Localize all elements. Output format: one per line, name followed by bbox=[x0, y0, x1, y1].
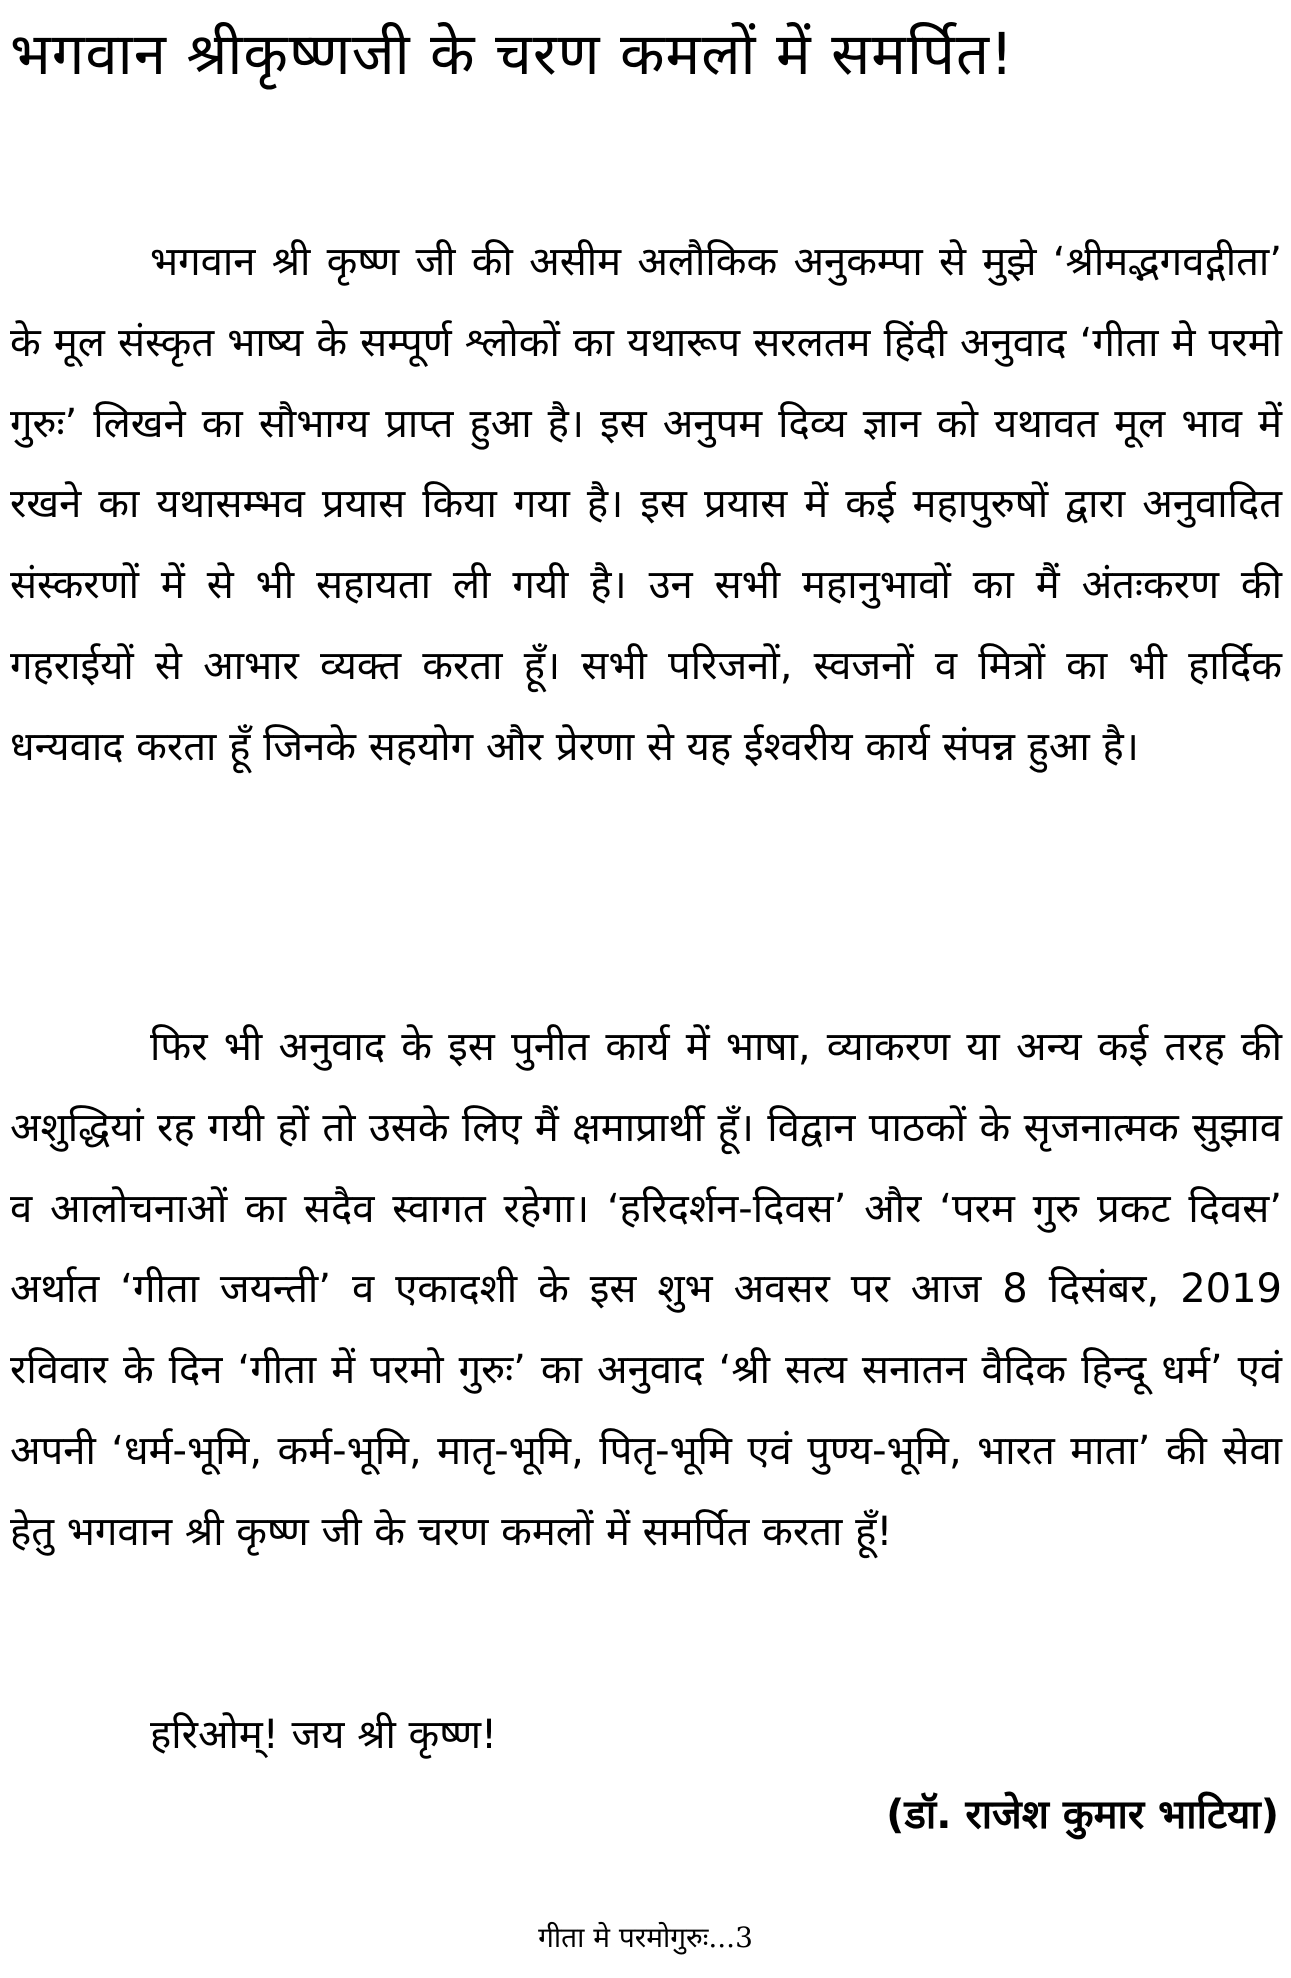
closing-salutation: हरिओम्! जय श्री कृष्ण! bbox=[150, 1712, 498, 1758]
page-footer: गीता मे परमोगुरुः...3 bbox=[538, 1921, 753, 1954]
page-title: भगवान श्रीकृष्णजी के चरण कमलों में समर्पित! bbox=[10, 20, 1015, 88]
author-signature: (डॉ. राजेश कुमार भाटिया) bbox=[886, 1792, 1279, 1838]
paragraph-dedication: भगवान श्री कृष्ण जी की असीम अलौकिक अनुकम्पा से मुझे ‘श्रीमद्भगवद्गीता’ के मूल संस्कृत भाष्य के सम्पूर्ण श्लोकों का यथारूप सरलतम हिंदी अनुवाद ‘गीता मे परमो गुरुः’ लिखने का सौभाग्य प्राप्त हुआ है। इस अनुपम दिव्य ज्ञान को यथावत मूल भाव में रखने का यथासम्भव प्रयास किया गया है। इस प्रयास में कई महापुरुषों द्वारा अनुवादित संस्करणों में से भी सहायता ली गयी है। उन सभी महानुभावों का मैं अंतःकरण की गहराईयों से आभार व्यक्त करता हूँ। सभी परिजनों, स्वजनों व मित्रों का भी हार्दिक धन्यवाद करता हूँ जिनके सहयोग और प्रेरणा से यह ईश्वरीय कार्य संपन्न हुआ है। bbox=[10, 239, 1282, 770]
paragraph-apology-and-offering: फिर भी अनुवाद के इस पुनीत कार्य में भाषा, व्याकरण या अन्य कई तरह की अशुद्धियां रह गयी हों तो उसके लिए मैं क्षमाप्रार्थी हूँ। विद्वान पाठकों के सृजनात्मक सुझाव व आलोचनाओं का सदैव स्वागत रहेगा। ‘हरिदर्शन-दिवस’ और ‘परम गुरु प्रकट दिवस’ अर्थात ‘गीता जयन्ती’ व एकादशी के इस शुभ अवसर पर आज 8 दिसंबर, 2019 रविवार के दिन ‘गीता में परमो गुरुः’ का अनुवाद ‘श्री सत्य सनातन वैदिक हिन्दू धर्म’ एवं अपनी ‘धर्म-भूमि, कर्म-भूमि, मातृ-भूमि, पितृ-भूमि एवं पुण्य-भूमि, भारत माता’ की सेवा हेतु भगवान श्री कृष्ण जी के चरण कमलों में समर्पित करता हूँ! bbox=[10, 1024, 1282, 1555]
